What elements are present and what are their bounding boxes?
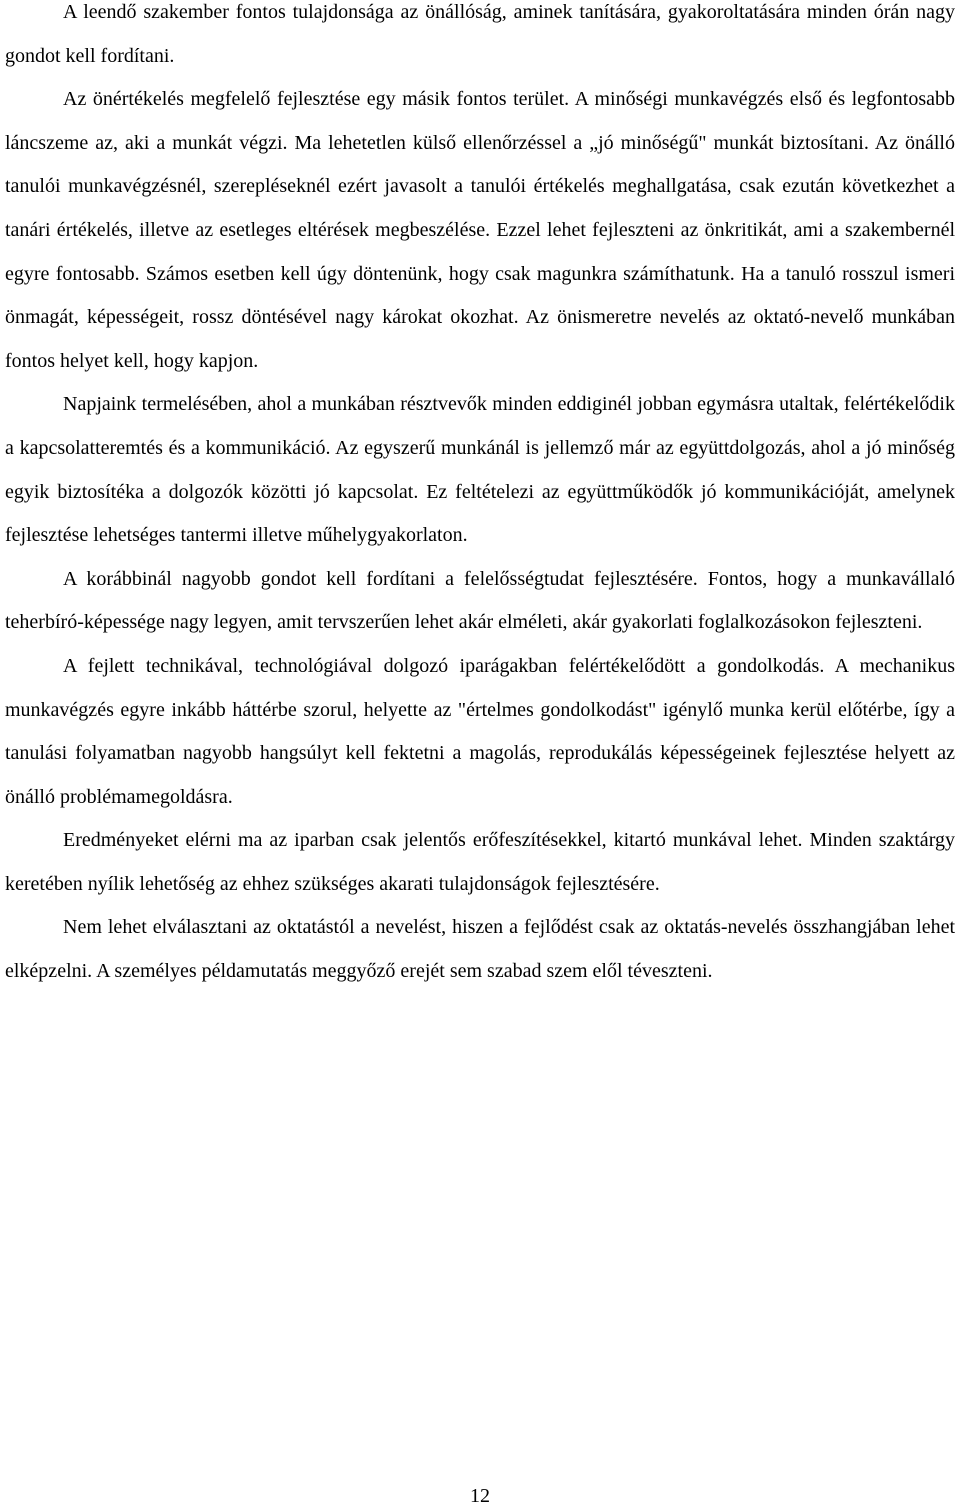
page-number: 12	[470, 1485, 490, 1507]
paragraph-responsibility: A korábbinál nagyobb gondot kell fordítani a felelősségtudat fejlesztésére. Fontos, hogy a munkavállaló teherbíró-képessége nagy legyen, amit tervszerűen lehet akár elméleti, akár gyakorlati foglalkozásokon fejleszteni.	[5, 567, 955, 634]
body-text	[5, 0, 955, 994]
paragraph-self-assessment: Az önértékelés megfelelő fejlesztése egy másik fontos terület. A minőségi munkavégzés első és legfontosabb láncszeme az, aki a munkát végzi. Ma lehetetlen külső ellenőrzéssel a „jó minőségű" munkát biztosítani. Az önálló tanulói munkavégzésnél, szerepléseknél ezért javasolt a tanulói értékelés meghallgatása, csak ezután következhet a tanári értékelés, illetve az esetleges eltérések megbeszélése. Ezzel lehet fejleszteni az önkritikát, ami a szakembernél egyre fontosabb. Számos esetben kell úgy döntenünk, hogy csak magunkra számíthatunk. Ha a tanuló rosszul ismeri önmagát, képességeit, rossz döntésével nagy károkat okozhat. Az önismeretre nevelés az oktató-nevelő munkában fontos helyet kell, hogy kapjon.	[5, 88, 955, 372]
paragraph-communication: Napjaink termelésében, ahol a munkában résztvevők minden eddiginél jobban egymásra utaltak, felértékelődik a kapcsolatteremtés és a kommunikáció. Az egyszerű munkánál is jellemző már az együttdolgozás, ahol a jó minőség egyik biztosítéka a dolgozók közötti jó kapcsolat. Ez feltételezi az együttműködők jó kommunikációját, amelynek fejlesztése lehetséges tantermi illetve műhelygyakorlaton.	[5, 393, 955, 547]
paragraph-perseverance: Eredményeket elérni ma az iparban csak jelentős erőfeszítésekkel, kitartó munkával lehet. Minden szaktárgy keretében nyílik lehetőség az ehhez szükséges akarati tulajdonságok fejlesztésére.	[5, 829, 955, 895]
paragraph-autonomy: A leendő szakember fontos tulajdonsága az önállóság, aminek tanítására, gyakoroltatására minden órán nagy gondot kell fordítani.	[5, 1, 955, 67]
paragraph-thinking: A fejlett technikával, technológiával dolgozó iparágakban felértékelődött a gondolkodás. A mechanikus munkavégzés egyre inkább háttérbe szorul, helyette az "értelmes gondolkodást" igénylő munka kerül előtérbe, így a tanulási folyamatban nagyobb hangsúlyt kell fektetni a magolás, reprodukálás képességeinek fejlesztése helyett az önálló problémamegoldásra.	[5, 654, 955, 808]
paragraph-education: Nem lehet elválasztani az oktatástól a nevelést, hiszen a fejlődést csak az oktatás-nevelés összhangjában lehet elképzelni. A személyes példamutatás meggyőző erejét sem szabad szem elől téveszteni.	[5, 916, 955, 983]
